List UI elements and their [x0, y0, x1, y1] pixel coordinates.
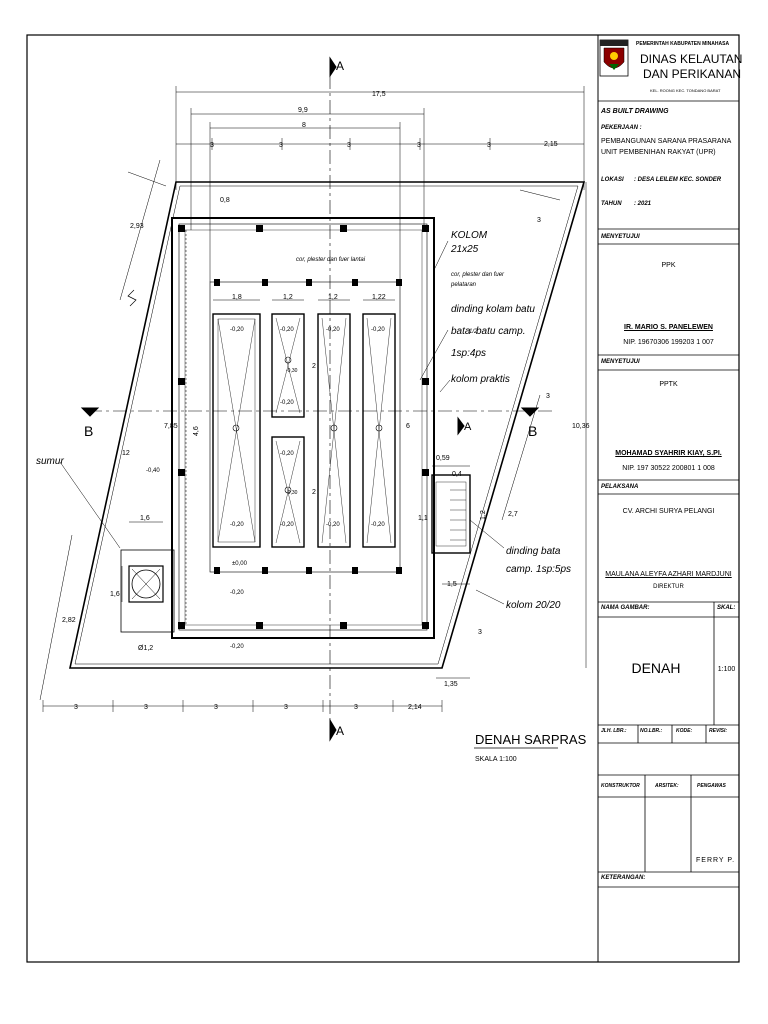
dim-top-3a: 3 — [279, 142, 283, 149]
dim-1-6-v: 1,6 — [110, 591, 120, 598]
skala-value: 1:100 — [717, 666, 736, 673]
pond-1 — [213, 314, 260, 547]
section-a-small-label: A — [464, 421, 472, 433]
dim-top-3e: 3 — [210, 142, 214, 149]
dim-8: 8 — [302, 122, 306, 129]
dim-2-93: 2,93 — [130, 223, 144, 230]
dim-1-8: 1,8 — [232, 294, 242, 301]
revisi-label: REVISI: — [709, 728, 728, 734]
note-cor-pelataran: cor, plester dan fuer — [451, 272, 505, 278]
level-pond2b-bottom: -0,20 — [280, 522, 294, 528]
drawing-title: DENAH SARPRAS — [475, 732, 587, 747]
director-name: MAULANA ALEYFA AZHARI MARDJUNI — [605, 571, 732, 578]
agency-name-line1: DINAS KELAUTAN — [640, 52, 743, 66]
dim-4-6: 4,6 — [193, 426, 200, 436]
level-pond2a-top: -0,20 — [280, 327, 294, 333]
section-a-bottom-label: A — [336, 724, 345, 738]
pengawas-label: PENGAWAS — [697, 783, 726, 789]
dim-2-a: 2 — [312, 363, 316, 370]
note-dinding-bata: dinding bata — [506, 546, 561, 557]
dim-9-9: 9,9 — [298, 107, 308, 114]
drain-circles — [233, 357, 382, 493]
level-walkway: -0,20 — [230, 590, 244, 596]
pelaksana-label: PELAKSANA — [601, 484, 639, 490]
level-pond1-top: -0,20 — [230, 327, 244, 333]
dim-top-3d: 3 — [487, 142, 491, 149]
note-batu-camp: batu camp. — [476, 326, 526, 337]
site-outline-outer — [70, 182, 584, 668]
pengawas-name: FERRY P. — [696, 857, 736, 864]
section-b-right-label: B — [528, 423, 538, 439]
dim-total-top: 17,5 — [372, 91, 386, 98]
dim-bottom-3e: 3 — [354, 704, 358, 711]
dim-2-b: 2 — [312, 489, 316, 496]
pekerjaan-label: PEKERJAAN : — [601, 125, 642, 131]
pptk-nip: NIP. 197 30522 200801 1 008 — [622, 465, 715, 472]
dim-1-1: 1,1 — [418, 515, 428, 522]
dim-top-3b: 3 — [347, 142, 351, 149]
ppk-nip: NIP. 19670306 199203 1 007 — [623, 339, 714, 346]
section-b-left-label: B — [84, 423, 94, 439]
level-pond2b-top: -0,20 — [280, 451, 294, 457]
note-kolom: KOLOM — [451, 230, 488, 241]
dim-1-2a: 1,2 — [283, 294, 293, 301]
pptk-role: PPTK — [659, 381, 678, 388]
building-floor-edge — [185, 230, 422, 625]
level-pond2b-mid: -0,30 — [286, 490, 298, 496]
ppk-role: PPK — [661, 262, 676, 269]
contractor-name: CV. ARCHI SURYA PELANGI — [622, 508, 715, 515]
dim-bottom-3d: 3 — [284, 704, 288, 711]
section-a-top-label: A — [336, 59, 345, 73]
agency-name-line2: DAN PERIKANAN — [643, 67, 742, 81]
drawing-type: AS BUILT DRAWING — [601, 108, 669, 115]
dim-0-8: 0,8 — [220, 197, 230, 204]
menyetujui-label-1: MENYETUJUI — [601, 234, 640, 240]
menyetujui-label-2: MENYETUJUI — [601, 359, 640, 365]
dim-1-22: 1,22 — [372, 294, 386, 301]
level-floor: ±0,00 — [232, 561, 247, 567]
dim-1-6-h: 1,6 — [140, 515, 150, 522]
level-pond1-bottom: -0,20 — [230, 522, 244, 528]
kode-label: KODE: — [676, 728, 693, 734]
dim-bottom-3a: 3 — [74, 704, 78, 711]
dim-1-2b: 1,2 — [328, 294, 338, 301]
section-b-left-marker — [82, 408, 98, 416]
level-pond3-bottom: -0,20 — [326, 522, 340, 528]
level-pond4-bottom: -0,20 — [371, 522, 385, 528]
note-kolom-praktis: kolom praktis — [451, 374, 510, 385]
dim-bottom-3b: 3 — [144, 704, 148, 711]
note-bata: bata — [451, 326, 471, 337]
drawing-scale: SKALA 1:100 — [475, 756, 517, 763]
dim-1-35: 1,35 — [444, 681, 458, 688]
note-dinding-kolam: dinding kolam batu — [451, 304, 535, 315]
dim-2-82: 2,82 — [62, 617, 76, 624]
pekerjaan-line2: UNIT PEMBENIHAN RAKYAT (UPR) — [601, 149, 716, 156]
dim-2-14: 2,14 — [408, 704, 422, 711]
note-1sp4ps: 1sp:4ps — [451, 348, 487, 359]
dim-2-7: 2,7 — [508, 511, 518, 518]
dim-6: 6 — [406, 423, 410, 430]
note-cor-lantai: cor, plester dan fuer lantai — [296, 257, 366, 263]
dim-slant-3c: 3 — [478, 629, 482, 636]
note-kolom-size: 21x25 — [451, 244, 479, 255]
ppk-name: IR. MARIO S. PANELEWEN — [624, 324, 713, 331]
note-camp-1sp5ps: camp. 1sp:5ps — [506, 564, 572, 575]
level-pond2a-bottom: -0,20 — [280, 400, 294, 406]
dim-slant-3a: 3 — [537, 217, 541, 224]
dim-bottom-3c: 3 — [214, 704, 218, 711]
agency-address: KEL. ROONG KEC. TONDANO BARAT — [650, 88, 721, 93]
no-lbr-label: NO.LBR.: — [640, 728, 663, 734]
pptk-name: MOHAMAD SYAHRIR KIAY, S.PI. — [615, 450, 722, 457]
konstruktor-label: KONSTRUKTOR — [601, 783, 640, 789]
level-pond4-top: -0,20 — [371, 327, 385, 333]
dim-top-3c: 3 — [417, 142, 421, 149]
director-title: DIREKTUR — [653, 584, 684, 590]
note-sumur: sumur — [36, 456, 64, 467]
note-bata-fraction: 1/2 — [469, 329, 478, 335]
pond-area — [210, 282, 400, 572]
dim-2-15: 2,15 — [544, 141, 558, 148]
level-pond3-top: -0,20 — [326, 327, 340, 333]
tahun-label: TAHUN — [601, 201, 622, 207]
floor-plan — [40, 58, 586, 740]
lokasi-value: : DESA LEILEM KEC. SONDER — [634, 177, 722, 183]
agency-logo — [600, 40, 628, 76]
pond-3 — [318, 314, 350, 547]
jlh-lbr-label: JLH. LBR.: — [601, 728, 627, 734]
agency-header: PEMERINTAH KABUPATEN MINAHASA — [636, 41, 730, 47]
title-block-grid — [598, 101, 739, 887]
dim-phi: Ø1,2 — [138, 645, 154, 652]
level-pond2a-mid1: -0,30 — [286, 368, 298, 374]
keterangan-label: KETERANGAN: — [601, 875, 646, 881]
note-kolom-2020: kolom 20/20 — [506, 600, 561, 611]
pond-4 — [363, 314, 395, 547]
lokasi-label: LOKASI — [601, 177, 624, 183]
dimension-lines — [40, 86, 586, 712]
nama-gambar-value: DENAH — [631, 660, 681, 676]
dim-0-4: 0,4 — [452, 471, 462, 478]
nama-gambar-label: NAMA GAMBAR: — [601, 605, 650, 611]
column-markers — [178, 225, 429, 629]
arsitek-label: ARSITEK: — [655, 783, 679, 789]
note-pelataran: pelataran — [451, 282, 477, 288]
stair-treads — [450, 490, 466, 540]
dim-12: 12 — [122, 450, 130, 457]
stair-annex — [432, 475, 470, 553]
pekerjaan-line1: PEMBANGUNAN SARANA PRASARANA — [601, 138, 732, 145]
break-line — [128, 290, 136, 306]
tahun-value: : 2021 — [634, 201, 652, 207]
dim-1-2-v: 1,2 — [480, 510, 487, 520]
dim-1-5: 1,5 — [447, 581, 457, 588]
dim-7-85: 7,85 — [164, 423, 178, 430]
dim-slant-3b: 3 — [546, 393, 550, 400]
skala-label: SKAL: — [717, 605, 736, 611]
dim-0-59: 0,59 — [436, 455, 450, 462]
dim-10-36: 10,36 — [572, 423, 590, 430]
level-yard: -0,20 — [230, 644, 244, 650]
level-left: -0,40 — [146, 468, 160, 474]
